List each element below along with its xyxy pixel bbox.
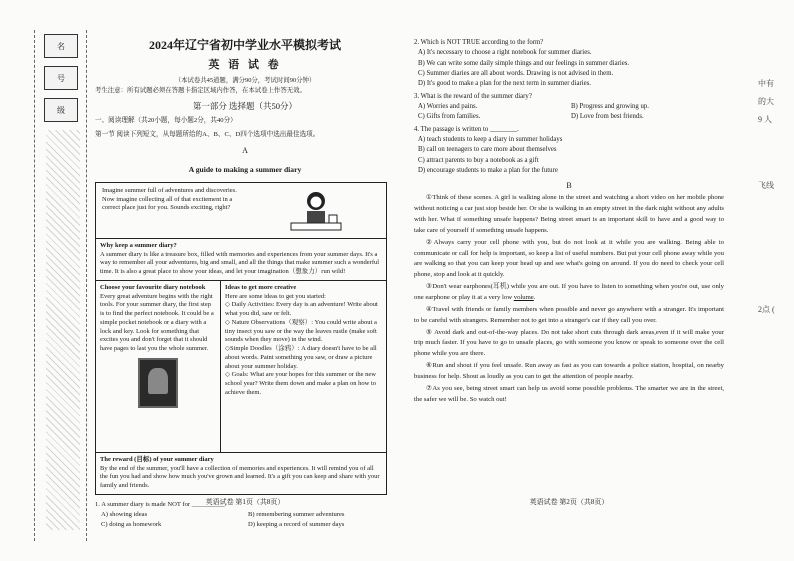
idea-simple-doodles: ◇Simple Doodles（涂鸦）: A diary doesn't have to be all about words. Paint something you saw, or draw a picture about your summer holiday. bbox=[225, 345, 377, 370]
right-column bbox=[414, 36, 724, 551]
margin-pattern bbox=[46, 130, 80, 530]
option-c[interactable]: C) attract parents to buy a notebook as a gift bbox=[418, 156, 539, 164]
number-box[interactable]: 号 bbox=[44, 66, 78, 90]
passage-b-paragraph bbox=[414, 282, 724, 304]
why-keep-heading: Why keep a summer diary? bbox=[100, 241, 177, 249]
option-b[interactable]: B) Progress and growing up. bbox=[571, 102, 649, 110]
passage-a-letter: A bbox=[242, 145, 248, 155]
passage-b-paragraph: ⑥Run and shout if you feel unsafe. Run away as fast as you can towards a police station, hospital, on nearby business for help. Shout as loudly as you can to get the attention of people nearby. bbox=[414, 362, 724, 380]
question-3-options-row-2 bbox=[414, 112, 724, 122]
edge-text: 中有 bbox=[758, 79, 774, 88]
left-column bbox=[95, 36, 395, 551]
passage-b-paragraph: ⑦As you see, being street smart can help us avoid some possible problems. The smarter we are in the street, the safer we will be. So watch out! bbox=[414, 384, 724, 403]
option-c[interactable]: C) Gifts from families. bbox=[418, 113, 481, 121]
underlined-word: volume bbox=[513, 294, 534, 302]
section-instruction: 第一节 阅读下列短文，从每题所给的A、B、C、D四个选项中选出最佳选项。 bbox=[95, 130, 320, 138]
class-box[interactable]: 级 bbox=[44, 98, 78, 122]
question-3-stem: 3. What is the reward of the summer diary? bbox=[414, 92, 532, 100]
option-b[interactable]: B) We can write some daily simple things and our feelings in summer diaries. bbox=[418, 59, 630, 67]
why-keep-row bbox=[96, 239, 386, 281]
idea-nature-observations: ◇ Nature Observations（观察）: You could write about a tiny insect you saw or the way the leaves rustle (make soft sounds when they move) in the wind. bbox=[225, 318, 377, 344]
reward-heading: The reward (目标) of your summer diary bbox=[100, 455, 214, 463]
choose-notebook-body: Every great adventure begins with the right tools. For your summer diary, the first step is to find the perfect notebook. It could be a simple pocket notebook or a diary with a lock and key. Look for something that excites you and don't forget that it should have pages to last you the whole summer. bbox=[100, 292, 214, 353]
option-b[interactable]: B) remembering summer adventures bbox=[248, 510, 345, 518]
name-box[interactable]: 名 bbox=[44, 34, 78, 58]
notebook-photo bbox=[138, 358, 178, 408]
edge-text: 2点 ( bbox=[758, 305, 775, 314]
binding-margin bbox=[0, 0, 90, 561]
option-d[interactable]: D) Love from best friends. bbox=[571, 113, 644, 121]
exam-title: 2024年辽宁省初中学业水平模拟考试 bbox=[148, 38, 341, 52]
passage-b-paragraph: ④Travel with friends or family members when possible and never go anywhere with a stranger. It's important to be careful with strangers. Remember not to get into a stranger's car if they call you over. bbox=[414, 305, 724, 324]
edge-text: 飞线 bbox=[758, 181, 774, 190]
part-title: 第一部分 选择题（共50分） bbox=[192, 100, 298, 111]
option-d[interactable]: D) encourage students to make a plan for the future bbox=[418, 166, 558, 174]
passage-b-paragraph: ①Think of these scenes. A girl is walking alone in the street and watching a short video on her mobile phone without noticing a car just stop beside her. Or she is walking in an empty street in the dark night without any adults with her. What if something unsafe happens? Being street smart is an important skill to have and a good way to take care of yourself if something unsafe happens. bbox=[414, 194, 724, 234]
creative-ideas-intro: Here are some ideas to get you started: bbox=[225, 292, 326, 300]
exam-notice: 考生注意：所有试题必须在答题卡指定区域内作答，在本试卷上作答无效。 bbox=[95, 87, 306, 94]
page-footer-right: 英语试卷 第2页（共8页） bbox=[529, 498, 609, 506]
option-d[interactable]: D) keeping a record of summer days bbox=[248, 520, 345, 528]
reward-row bbox=[96, 453, 386, 494]
option-a[interactable]: A) Worries and pains. bbox=[418, 102, 478, 110]
girl-writing-illustration bbox=[246, 183, 386, 238]
section-heading: 一、阅读理解（共20小题，每小题2分，共40分） bbox=[95, 116, 237, 124]
cut-line bbox=[86, 30, 87, 541]
why-keep-body: A summer diary is like a treasure box, filled with memories and experiences from your summer days. It's a way to remember all your adventures, big and small, and all the things that make summer such a wonderful time. It is also a great place to show your ideas, and let your imagination（想象力）run wild! bbox=[100, 250, 380, 276]
edge-text: 9 人 bbox=[758, 115, 772, 124]
question-4-stem: 4. The passage is written to ________. bbox=[414, 125, 519, 133]
exam-subtitle: 英 语 试 卷 bbox=[208, 59, 282, 71]
diary-guide-table bbox=[95, 182, 387, 495]
edge-text: 的大 bbox=[758, 97, 774, 106]
idea-daily-activities: ◇ Daily Activities: Every day is an adventure! Write about what you did, saw or felt. bbox=[225, 301, 378, 318]
diary-intro-row bbox=[96, 183, 386, 239]
option-d[interactable]: D) It's good to make a plan for the next term in summer diaries. bbox=[418, 80, 591, 88]
page-footer-left: 英语试卷 第1页（共8页） bbox=[205, 498, 285, 506]
passage-a-title: A guide to making a summer diary bbox=[188, 164, 302, 174]
option-a[interactable]: A) teach students to keep a diary in summer holidays bbox=[418, 135, 563, 143]
question-3-options-row-1 bbox=[414, 102, 724, 112]
cut-line bbox=[34, 30, 35, 541]
choose-notebook-cell bbox=[96, 281, 221, 452]
option-c[interactable]: C) doing as homework bbox=[101, 520, 162, 528]
exam-meta: （本试卷共45道题，满分90分，考试时间90分钟） bbox=[174, 77, 316, 84]
idea-goals: ◇ Goals: What are your hopes for this summer or the new school year? Write them down and make a plan on how to achieve them. bbox=[225, 371, 377, 396]
passage-b-paragraph: ⑤ Avoid dark and out-of-the-way places. Do not take short cuts through dark areas,even if it will make your trip much faster. If you have to go to unsafe places, go with someone you know or speak to someone over the cell phone while you are there. bbox=[414, 328, 724, 358]
choose-notebook-heading: Choose your favourite diary notebook bbox=[100, 283, 206, 291]
passage-b-letter: B bbox=[566, 181, 572, 191]
option-a[interactable]: A) It's necessary to choose a right notebook for summer diaries. bbox=[418, 49, 592, 57]
next-page-edge bbox=[752, 70, 794, 430]
option-b[interactable]: B) call on teenagers to care more about themselves bbox=[418, 146, 557, 154]
paragraph-text: . bbox=[533, 294, 536, 302]
paragraph-text: ③Don't wear earphones(耳机) while you are out. If you have to listen to something when you're out, use only one earphone or play it at a very low bbox=[414, 283, 724, 302]
reward-body: By the end of the summer, you'll have a collection of memories and experiences. It will remind you of all the fun you had and show how much you've grown and learned. It's a gift you can keep and share with your family and friends. bbox=[100, 464, 380, 490]
creative-ideas-heading: Ideas to get more creative bbox=[225, 283, 297, 291]
passage-b-paragraph: ②Always carry your cell phone with you, but do not look at it while you are walking. Being able to communicate or call for help is important, so keep a list of useful numbers. But put your cell phone away while you are walking so that you can keep your head up and see what's going on around. If you do need to check your cell phone, stop and look at it quickly. bbox=[414, 238, 724, 279]
diary-intro-text: Imagine summer full of adventures and discoveries. Now imagine collecting all of that excitement in a correct place just for you. Sounds exciting, right? bbox=[102, 186, 237, 212]
creative-ideas-cell bbox=[221, 281, 386, 452]
option-a[interactable]: A) showing ideas bbox=[101, 510, 148, 518]
student-info-boxes bbox=[44, 34, 78, 130]
tips-row bbox=[96, 281, 386, 453]
question-1-stem: 1. A summer diary is made NOT for __________. bbox=[95, 500, 227, 508]
question-1-options bbox=[95, 510, 395, 530]
option-c[interactable]: C) Summer diaries are all about words. Drawing is not advised in them. bbox=[418, 69, 614, 77]
question-2-stem: 2. Which is NOT TRUE according to the form? bbox=[414, 39, 544, 46]
